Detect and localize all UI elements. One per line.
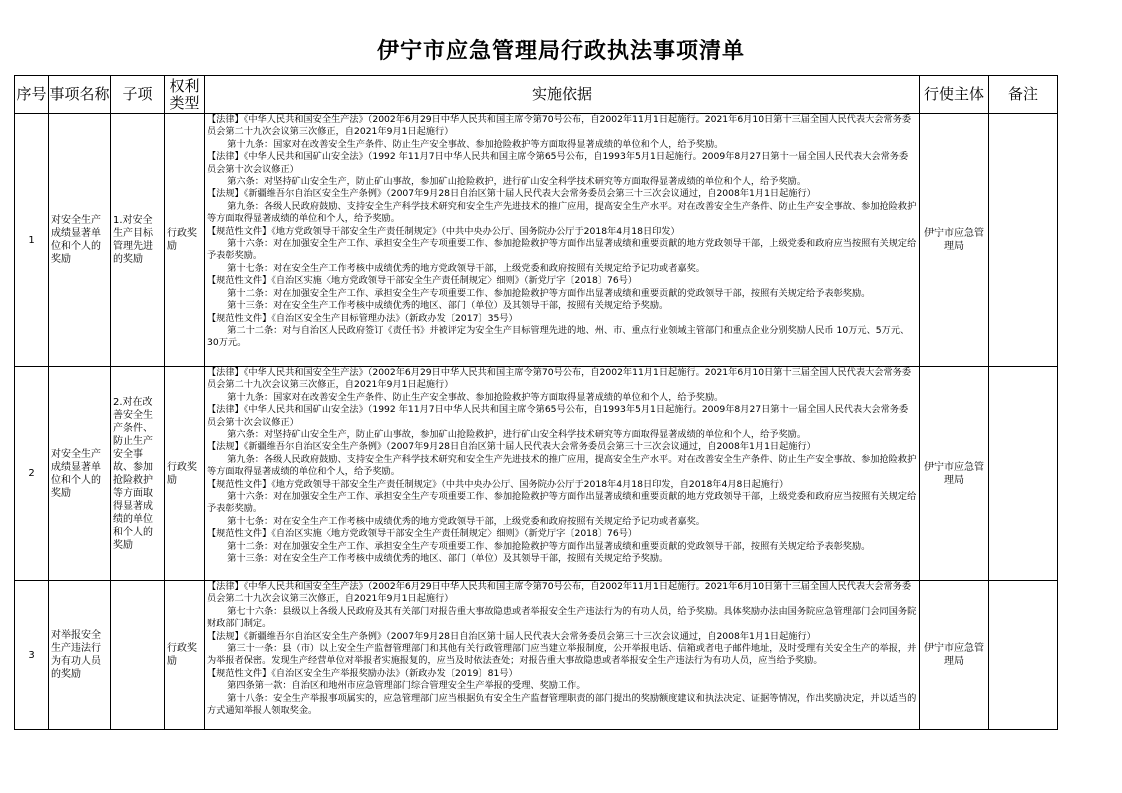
header-type: 权利类型 [165,76,205,114]
row-remark [989,367,1058,581]
basis-paragraph: 第十二条：对在加强安全生产工作、承担安全生产专项重要工作、参加抢险救护等方面作出显著成绩和重要贡献的党政领导干部，按照有关规定给予表彰奖励。 [227,287,871,299]
header-actor: 行使主体 [920,76,989,114]
table-row [15,581,1058,730]
basis-paragraph: 第十三条：对在安全生产工作考核中成绩优秀的地区、部门（单位）及其领导干部，按照有关规定给予奖励。 [227,553,669,565]
row-actor: 伊宁市应急管理局 [920,581,989,730]
basis-paragraph: 【规范性文件】《自治区实施〈地方党政领导干部安全生产责任制规定〉细则》（新党厅字〔2018〕76号） [207,528,638,540]
basis-paragraph: 【法规】《新疆维吾尔自治区安全生产条例》（2007年9月28日自治区第十届人民代表大会常务委员会第三十三次会议通过，自2008年1月1日起施行） [207,441,816,453]
row-sub [111,581,165,730]
basis-paragraph: 【法律】《中华人民共和国安全生产法》（2002年6月29日中华人民共和国主席令第70号公布，自2002年11月1日起施行。2021年6月10日第十三届全国人民代表大会常务委员会第二十九次会议第三次修正，自2021年9月1日起施行） [207,367,912,391]
basis-paragraph: 第六条：对坚持矿山安全生产，防止矿山事故，参加矿山抢险救护，进行矿山安全科学技术研究等方面取得显著成绩的单位和个人，给予奖励。 [227,176,807,188]
basis-paragraph: 第十二条：对在加强安全生产工作、承担安全生产专项重要工作、参加抢险救护等方面作出显著成绩和重要贡献的党政领导干部，按照有关规定给予表彰奖励。 [227,540,871,552]
page-title: 伊宁市应急管理局行政执法事项清单 [376,39,745,64]
basis-paragraph: 【规范性文件】《自治区安全生产目标管理办法》（新政办发〔2017〕35号） [207,312,518,324]
basis-paragraph: 第九条：各级人民政府鼓励、支持安全生产科学技术研究和安全生产先进技术的推广应用，提高安全生产水平。对在改善安全生产条件、防止生产安全事故、参加抢险救护等方面取得显著成绩的单位和个人，给予奖励。 [207,200,917,225]
basis-paragraph: 第三十一条：县（市）以上安全生产监督管理部门和其他有关行政管理部门应当建立举报制度，公开举报电话、信箱或者电子邮件地址，及时受理有关安全生产的举报，并为举报者保密。发现生产经营单位对举报者实施报复的，应当及时依法查处；对报告重大事故隐患或者举报安全生产违法行为有功人员，应当给予奖励。 [207,643,917,667]
basis-paragraph: 第十八条：安全生产举报事项属实的，应急管理部门应当根据负有安全生产监督管理职责的部门提出的奖励额度建议和执法决定、证据等情况，作出奖励决定，并以适当的方式通知举报人领取奖金。 [207,692,917,717]
header-name: 事项名称 [49,76,111,114]
row-no: 2 [15,367,49,581]
row-sub: 1.对安全生产目标管理先进的奖励 [111,114,165,367]
row-basis [205,114,920,367]
basis-paragraph: 第四条第一款：自治区和地州市应急管理部门综合管理安全生产举报的受理、奖励工作。 [227,680,586,692]
row-name: 对安全生产成绩显著单位和个人的奖励 [49,114,111,367]
basis-paragraph: 第十七条：对在安全生产工作考核中成绩优秀的地方党政领导干部，上级党委和政府按照有关规定给予记功或者嘉奖。 [227,515,705,527]
header-remark: 备注 [989,76,1058,114]
basis-paragraph: 【法规】《新疆维吾尔自治区安全生产条例》（2007年9月28日自治区第十届人民代表大会常务委员会第三十三次会议通过，自2008年1月1日起施行） [207,188,816,200]
basis-paragraph: 第九条：各级人民政府鼓励、支持安全生产科学技术研究和安全生产先进技术的推广应用，提高安全生产水平。对在改善安全生产条件、防止生产安全事故、参加抢险救护等方面取得显著成绩的单位和个人，给予奖励。 [207,453,917,478]
basis-paragraph: 第十九条：国家对在改善安全生产条件、防止生产安全事故、参加抢险救护等方面取得显著成绩的单位和个人，给予奖励。 [227,138,724,150]
basis-paragraph: 第十三条：对在安全生产工作考核中成绩优秀的地区、部门（单位）及其领导干部，按照有关规定给予奖励。 [227,300,669,312]
row-remark [989,114,1058,367]
basis-paragraph: 【法规】《新疆维吾尔自治区安全生产条例》（2007年9月28日自治区第十届人民代表大会常务委员会第三十三次会议通过，自2008年1月1日起施行） [207,630,816,642]
row-actor: 伊宁市应急管理局 [920,367,989,581]
header-sub: 子项 [111,76,165,114]
header-no: 序号 [15,76,49,114]
row-basis [205,367,920,581]
row-name: 对举报安全生产违法行为有功人员的奖励 [49,581,111,730]
enforcement-items-table [14,75,1058,730]
basis-paragraph: 【规范性文件】《自治区实施〈地方党政领导干部安全生产责任制规定〉细则》（新党厅字〔2018〕76号） [207,275,638,287]
row-type: 行政奖励 [165,581,205,730]
basis-paragraph: 【法律】《中华人民共和国安全生产法》（2002年6月29日中华人民共和国主席令第70号公布，自2002年11月1日起施行。2021年6月10日第十三届全国人民代表大会常务委员会第二十九次会议第三次修正，自2021年9月1日起施行） [207,581,912,605]
table-row [15,367,1058,581]
row-name: 对安全生产成绩显著单位和个人的奖励 [49,367,111,581]
basis-paragraph: 第六条：对坚持矿山安全生产，防止矿山事故，参加矿山抢险救护，进行矿山安全科学技术研究等方面取得显著成绩的单位和个人，给予奖励。 [227,429,807,441]
basis-paragraph: 第二十二条：对与自治区人民政府签订《责任书》并被评定为安全生产目标管理先进的地、州、市、重点行业领域主管部门和重点企业分别奖励人民币 10万元、5万元、30万元。 [207,324,910,349]
basis-paragraph: 第十六条：对在加强安全生产工作、承担安全生产专项重要工作、参加抢险救护等方面作出显著成绩和重要贡献的地方党政领导干部，上级党委和政府应当按照有关规定给予表彰奖励。 [207,491,917,515]
basis-paragraph: 第十九条：国家对在改善安全生产条件、防止生产安全事故、参加抢险救护等方面取得显著成绩的单位和个人，给予奖励。 [227,391,724,403]
basis-paragraph: 【规范性文件】《自治区安全生产举报奖励办法》（新政办发〔2019〕81号） [207,667,518,679]
basis-paragraph: 【规范性文件】《地方党政领导干部安全生产责任制规定》（中共中央办公厅、国务院办公厅于2018年4月18日印发，自2018年4月8日起施行） [207,478,789,490]
basis-paragraph: 【法律】《中华人民共和国矿山安全法》（1992 年11月7日中华人民共和国主席令第65号公布，自1993年5月1日起施行。2009年8月27日第十一届全国人民代表大会常务委员会第十次会议修正） [207,151,909,175]
header-basis: 实施依据 [205,76,920,114]
row-type: 行政奖励 [165,114,205,367]
basis-paragraph: 第十七条：对在安全生产工作考核中成绩优秀的地方党政领导干部，上级党委和政府按照有关规定给予记功或者嘉奖。 [227,262,705,274]
row-remark [989,581,1058,730]
table-header-row [15,76,1058,114]
basis-paragraph: 【法律】《中华人民共和国矿山安全法》（1992 年11月7日中华人民共和国主席令第65号公布，自1993年5月1日起施行。2009年8月27日第十一届全国人民代表大会常务委员会第十次会议修正） [207,404,909,428]
basis-paragraph: 【规范性文件】《地方党政领导干部安全生产责任制规定》（中共中央办公厅、国务院办公厅于2018年4月18日印发） [207,225,680,237]
row-actor: 伊宁市应急管理局 [920,114,989,367]
row-no: 3 [15,581,49,730]
basis-paragraph: 第十六条：对在加强安全生产工作、承担安全生产专项重要工作、参加抢险救护等方面作出显著成绩和重要贡献的地方党政领导干部，上级党委和政府应当按照有关规定给予表彰奖励。 [207,238,917,262]
row-basis [205,581,920,730]
row-sub: 2.对在改善安全生产条件、防止生产安全事故、参加抢险救护等方面取得显著成绩的单位和个人的奖励 [111,367,165,581]
basis-paragraph: 【法律】《中华人民共和国安全生产法》（2002年6月29日中华人民共和国主席令第70号公布，自2002年11月1日起施行。2021年6月10日第十三届全国人民代表大会常务委员会第二十九次会议第三次修正，自2021年9月1日起施行） [207,114,912,138]
table-row [15,114,1058,367]
row-no: 1 [15,114,49,367]
row-type: 行政奖励 [165,367,205,581]
basis-paragraph: 第七十六条：县级以上各级人民政府及其有关部门对报告重大事故隐患或者举报安全生产违法行为的有功人员，给予奖励。具体奖励办法由国务院应急管理部门会同国务院财政部门制定。 [207,605,917,630]
